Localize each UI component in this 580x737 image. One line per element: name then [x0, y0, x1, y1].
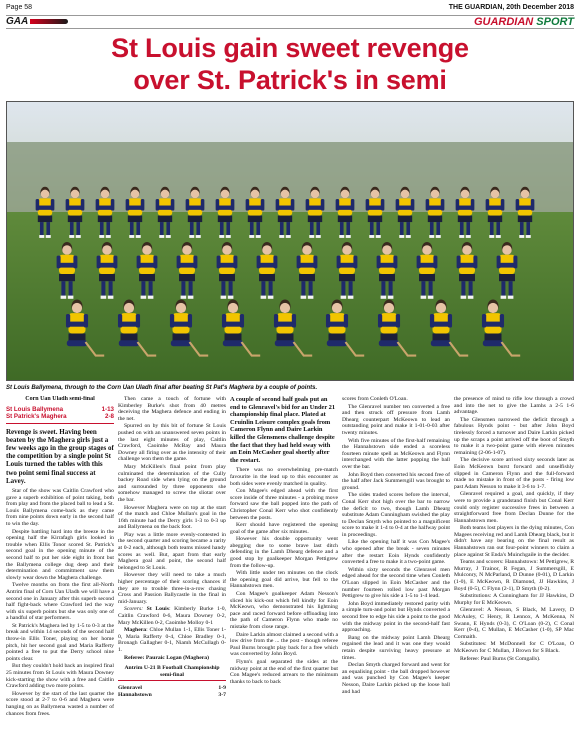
article-column-3 [230, 396, 338, 730]
paragraph: Glenravel required a goal, and quickly, if they were to provide a grandstand finish but Conal Kerr could only register successive frees in between a straightforward free from Declan Dunne for the Hannahstown men. [454, 491, 574, 524]
guardian-sport-logo: GUARDIAN SPORT [473, 16, 574, 28]
paragraph: With little under ten minutes on the clock the opening goal did arrive, but fell to the Hannahstown men. [230, 570, 338, 590]
paragraph: Kerr should have registered the opening goal of the game after six minutes. [230, 522, 338, 535]
paragraph: However by the start of the last quarter the score stood at 2-7 to 0-6 and Maghera were hanging on as Ballymena wasted a number of chances from frees. [6, 690, 114, 717]
paragraph: Bang on the midway point Lamh Dhearg regained the lead and it was one they would retain despite surviving heavy pressure at times. [342, 634, 450, 661]
result-row: Glenravel 1-9 [118, 685, 226, 692]
paragraph: However Maghera were on top at the start of the match and Chloe Mullan's goal in the 16th minute had the Derry girls 1-3 to 0-3 up and Ballymena on the back foot. [118, 504, 226, 531]
paragraph: scores from Conleth O'Loan. [342, 396, 408, 402]
swoosh-icon [30, 19, 68, 24]
section-bar [6, 15, 574, 29]
divider [118, 680, 226, 681]
box-title: Antrim U-21 B Football Championship semi-final [124, 665, 220, 678]
publication-date: THE GUARDIAN, 20th December 2018 [448, 4, 574, 11]
scorers-maghera: Maghera: Chloe Mullan 1-1, Ellis Toner 1-0, Maria Rafferty 0-4, Chloe Bradley 0-1, Bronagh Gallagher 0-1, Niamh McCullagh 0-1. [118, 627, 226, 653]
paragraph: Substitutions: A Cunningham for JJ Hawkins, D Murphy for E McKeown. [454, 593, 574, 606]
paragraph: Glenravel: A Nesson, S Black, M Lavery, D McAuley, C Henry, R Lennox, A McKenna, N Swann, E Hynds (0-3), C O'Loan (0-2), C Conal Kerr (0-4), C Mullan, E McCasher (1-0), SP Mac Cormaith. [454, 607, 574, 640]
paragraph: The Glensmen narrowed the deficit through a fabulous Hynds point - but after John Boyd tirelessly forced a turnover and Daire Larkin picked up the scraps a point arrived off the boot of Smyth to make it a two-point game with eleven minutes remaining (2-06-1-07). [454, 416, 574, 456]
paragraph: Con Magee's edged ahead with the first score inside of three minutes - a probing move forward saw the ball popped into the path of Christopher Conal Kerr who shot confidently between the posts. [230, 488, 338, 521]
paragraph: Substitutes: M McDonnell for C O'Loan, O McKeown for C Mullan, J Brown for S Black. [454, 641, 574, 654]
paragraph: With five minutes of the first-half remaining the Hannahstown side ended a scoreless fourteen minute spell as McKeown and Flynn interchanged with the latter popping the ball over the bar. [342, 437, 450, 470]
paragraph: Spurred on by this bit of fortune St Louis pushed on with an unanswered seven points in the last eight minutes of play, Caitlin Crawford, Caoimhe McBay and Maura Downey all firing over as the intensity of their challenge won them the game. [118, 423, 226, 463]
headline-line-2: over St. Patrick's in semi [133, 65, 447, 95]
paragraph: Teams and scorers: Hannahstown: M Pettigrew, R Murray, J Trainor, R Fegan, J Summersgill, E Mulconry, N McParland, D Dunne (0-01), D Larkin (1-0), E McKeown, R Diamond, JJ Hawkins, J Boyd (0-5), C Flynn (2-1), D Smyth (0-2). [454, 559, 574, 592]
paragraph: Within sixty seconds the Glenravel men edged ahead for the second time when Conleth O'Loan slipped in Eoin McCasher and the number fourteen rolled low past Morgan Pettigrew to give his side a 1-5 to 1-4 lead. [342, 566, 450, 600]
paragraph: Despite battling hard into the breeze in the opening half the Kirrafagh girls looked in trouble when Ellis Tonor scored St. Patrick's second goal in the opening minute of the second half to put her side eight in front but the Ballymena college dug deep and their determination and commitment saw them slowly wear down the Maghera challenge. [6, 528, 114, 581]
article-column-1 [6, 396, 114, 730]
photo-caption: St Louis Ballymena, through to the Corn Uan Uladh final after beating St Pat's Maghera by a couple of points. [6, 385, 318, 391]
paragraph: the presence of mind to rifle low through a crowd and into the net to give the Lamhs a 2-5 1-6 advantage. [454, 396, 574, 416]
page-header [6, 4, 574, 14]
paragraph: Declan Smyth charged forward and went for an equalising point - the ball dropped however and was punched by Con Magee's keeper Nesson, Daire Larkin picked up the loose ball and had [342, 662, 450, 695]
result-row: Hannahstown 3-7 [118, 691, 226, 698]
paragraph: Twelve months on from the first all-North Antrim final of Corn Uan Uladh we will have a second one in January after this superb second half fight-back where Crawford led the way with six superb points but she was only one of a handful of star performers. [6, 582, 114, 622]
paragraph: However his double opportunity went abegging due to some brave last ditch defending in the Lamh Dhearg defence and a good stop by goalkeeper Morgan Pettigrew from the follow-up. [230, 536, 338, 569]
paragraph: But they couldn't hold back an inspired final 25 minutes from St Louis with Maura Downey kick-starting the show with a free and Caitlin Crawford adding two more points. [6, 663, 114, 690]
paragraph: However they will need to take a much higher percentage of their scoring chances if they are to trouble three-in-a-row chasing Cross and Passion Ballycastle in the final in mid-January. [118, 572, 226, 605]
scorers-st-louis: Scorers: St Louis: Kimberly Burke 1-0, Caitlin Crawford 0-6, Maura Downey 0-2, Mary McKillen 0-2, Caoimhe Molloy 0-1 [118, 606, 226, 626]
referee: Referee: Pauraic Logan (Maghera) [124, 654, 210, 661]
paragraph: The Glenravel number ten converted a free and then struck off pressure from Lamh Dhearg counterpart McKeown to lead an outstanding point and make it 1-01-0-03 after twenty minutes. [342, 403, 450, 436]
paragraph: Daire Larkin almost claimed a second with a low drive from the ... the post - though referee Paul Burns brought play back for a free which was converted by John Boyd. [230, 631, 338, 658]
paragraph: The sides traded scores before the interval, Conal Kerr shot high over the bar to narrow the deficit to two, though Lamh Dhearg substitute Adam Cunningham swished the play to Declan Smyth who pointed to a magnificent score to make it 1-4 to 0-4 at the halfway point in proceedings. [342, 492, 450, 538]
paragraph: The decisive score arrived sixty seconds later as Eoin McKeown burst forward and unselfishly slipped in Cameron Flynn and the full-forward made no mistake in front of the posts - firing low past Adam Nesson to make it 3-6 to 1-7. [454, 457, 574, 490]
team-photo [6, 101, 574, 381]
paragraph: Flynn's goal separated the sides at the midway point at the end of the first quarter but Con Magee's reduced arrears to the minimum thanks to back to back [230, 658, 338, 685]
gaa-logo: GAA [6, 16, 84, 28]
paragraph: Referee: Paul Burns (St Comgalls). [460, 655, 541, 662]
headline-line-1: St Louis gain sweet revenge [111, 33, 469, 63]
paragraph: Both teams lost players in the dying minutes, Con Magees receiving red and Lamh Dhearg black, but it didn't have any bearing on the final result as Hannahstown ran out four-point winners to claim a place against St Enda's Muinchgaile in the decider. [454, 525, 574, 558]
paragraph: Like the opening half it was Con Magee's who opened after the break - seven minutes after the restart Eoin Hynds confidently converted a free to make it a two-point game. [342, 539, 450, 566]
paragraph: Con Magee's goalkeeper Adam Nesson's sliced his kick-out which fell kindly for Eoin McKeown, who demonstrated his lightning pace and raced forward before offloading into the path of Cameron Flynn who made no mistake from close range. [230, 591, 338, 630]
standfirst: A couple of second half goals put an end to Glenravel's bid for an Under 21 championship final place. Plated at Cruinlin Leisure complex goals from Cameron Flynn and Daire Larkin killed the Glensmens challenge despite the fact that they had held sway with an Eoin McCasher goal shortly after the restart. [230, 396, 336, 464]
paragraph: Mary McKillen's final point from play culminated the determination of the Cully backey Road side when lying on the ground and surrounded by three opponents she somehow managed to screw the sliotar over the bar. [118, 463, 226, 503]
headline [6, 32, 574, 96]
subhead: Corn Uan Uladh semi-final [25, 396, 95, 402]
article-column-5 [454, 396, 574, 730]
page-number: Page 58 [6, 4, 33, 11]
paragraph: St Patrick's Maghera led by 1-5 to 0-3 at the break and within 14 seconds of the second half throw-in Ellis Toner, playing on her home pitch, hit her second goal and Maria Rafferty pointed a free to put the Derry school nine points clear. [6, 622, 114, 662]
article-column-4 [342, 396, 450, 730]
paragraph: Play was a little more evenly-contested in the second quarter and scoring became a rarity at 0-2 each, although both teams missed handy scores as well. But, apart from that early Maghera goal and point, the second half belonged to St Louis. [118, 531, 226, 571]
paragraph: John Boyd then converted his second free of the half after Jack Summersgill was brought to ground. [342, 471, 450, 491]
paragraph: Star of the show was Caitlin Crawford who gave a superb exhibition of point taking, both from play and from the placed ball to lead a St. Louis Ballymena come-back as they came from nine points down early in the second half to win the day. [6, 488, 114, 527]
article-column-2 [118, 396, 226, 730]
result-row: St Patrick's Maghera 2-8 [6, 413, 114, 421]
result-row: St Louis Ballymena 1-13 [6, 405, 114, 413]
divider [6, 423, 114, 424]
team-photo-illustration [7, 102, 573, 380]
paragraph: Then came a touch of fortune with Kimberley Burke's shot from 40 metres deceiving the Maghera defence and ending in the net. [118, 396, 226, 422]
paragraph: John Boyd immediately restored parity with a simple turn-and point but Hynds converted a second free to edge his side a point to the good with the midway point in the second-half fast approaching. [342, 600, 450, 634]
paragraph: There was no overwhelming pre-match favourite in the lead up to this encounter as both sides were evenly matched in quality. [230, 467, 338, 487]
standfirst: Revenge is sweet. Having been beaten by the Maghera girls just a few weeks ago in the group stages of the competition by a single point St Louis turned the tables with this two point semi final success at Lavey. [6, 427, 114, 485]
